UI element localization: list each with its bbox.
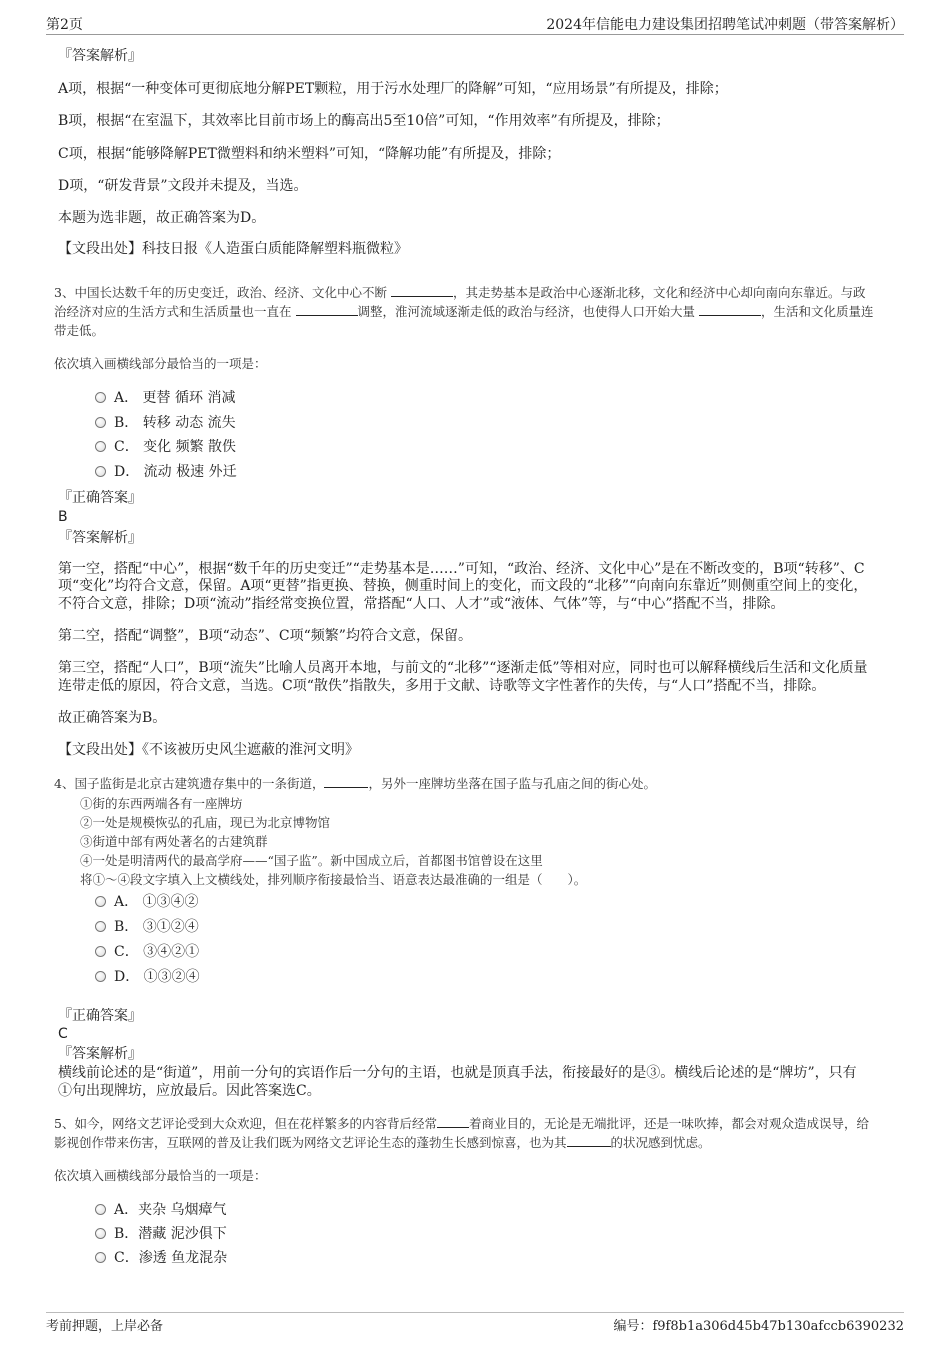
- question-3-line-2: 治经济对应的生活方式和生活质量也一直在 调整，淮河流域逐渐走低的政治与经济，也使得人口开始大量 ，生活和文化质量连: [54, 304, 874, 319]
- radio-icon[interactable]: [95, 921, 106, 932]
- radio-icon[interactable]: [95, 896, 106, 907]
- fill-blank: [296, 303, 358, 316]
- analysis-p3-line-2: 连带走低的原因，符合文意，当选。C项“散佚”指散失，多用于文献、诗歌等文字性著作的失传，与“人口”搭配不当，排除。: [58, 678, 826, 694]
- fill-blank: [391, 284, 453, 297]
- q4-item-3: ③街道中部有两处著名的古建筑群: [80, 834, 268, 849]
- correct-answer: B: [58, 509, 68, 525]
- q3-option-d[interactable]: D． 流动 极速 外迁: [95, 462, 237, 482]
- q3-option-b[interactable]: B． 转移 动态 流失: [95, 413, 236, 433]
- footer-slogan: 考前押题，上岸必备: [46, 1319, 164, 1334]
- question-5-prompt: 依次填入画横线部分最恰当的一项是：: [54, 1168, 267, 1183]
- q4-analysis-line-1: 横线前论述的是“街道”，用前一分句的宾语作后一分句的主语，也就是顶真手法，衔接最好的是③。横线后论述的是“牌坊”，只有: [58, 1065, 857, 1081]
- page-footer: [46, 1312, 904, 1334]
- source-citation: 【文段出处】科技日报《人造蛋白质能降解塑料瓶微粒》: [58, 241, 408, 257]
- q4-item-1: ①街的东西两端各有一座牌坊: [80, 796, 243, 811]
- radio-icon[interactable]: [95, 946, 106, 957]
- question-5-line-2: 影视创作带来伤害，互联网的普及让我们既为网络文艺评论生态的蓬勃生长感到惊喜，也为其 的状况感到忧虑。: [54, 1135, 711, 1150]
- analysis-d: D项，“研发背景”文段并未提及，当选。: [58, 178, 308, 194]
- fill-blank: [699, 303, 761, 316]
- q4-analysis-line-2: ①句出现牌坊，应放最后。因此答案选C。: [58, 1083, 321, 1099]
- analysis-conclusion: 故正确答案为B。: [58, 710, 167, 726]
- analysis-label: 『答案解析』: [58, 48, 142, 64]
- answer-label: 『正确答案』: [58, 1008, 142, 1024]
- document-title: 2024年信能电力建设集团招聘笔试冲刺题（带答案解析）: [546, 17, 904, 33]
- fill-blank: [567, 1134, 611, 1147]
- source-citation: 【文段出处】《不该被历史风尘遮蔽的淮河文明》: [58, 742, 359, 758]
- question-3-line-3: 带走低。: [54, 323, 105, 338]
- analysis-p1-line-3: 不符合文意，排除；D项“流动”指经常变换位置，常搭配“人口、人才”或“液体、气体”等，与“中心”搭配不当，排除。: [58, 596, 785, 612]
- analysis-p1-line-2: 项“变化”均符合文意，保留。A项“更替”指更换、替换，侧重时间上的变化，而文段的“北移”“向南向东靠近”则侧重空间上的变化，: [58, 578, 868, 594]
- q4-item-2: ②一处是规模恢弘的孔庙，现已为北京博物馆: [80, 815, 331, 830]
- radio-icon[interactable]: [95, 1228, 106, 1239]
- question-5-line-1: 5、如今，网络文艺评论受到大众欢迎，但在花样繁多的内容背后经常 着商业目的，无论是无端批评，还是一味吹捧，都会对观众造成误导，给: [54, 1116, 869, 1131]
- q3-option-c[interactable]: C． 变化 频繁 散佚: [95, 437, 236, 457]
- q5-option-b[interactable]: B．潜藏 泥沙俱下: [95, 1224, 227, 1244]
- page-header: [46, 12, 904, 35]
- radio-icon[interactable]: [95, 441, 106, 452]
- correct-answer: C: [58, 1026, 68, 1042]
- analysis-p3-line-1: 第三空，搭配“人口”，B项“流失”比喻人员离开本地，与前文的“北移”“逐渐走低”等相对应，同时也可以解释横线后生活和文化质量: [58, 660, 868, 676]
- radio-icon[interactable]: [95, 1252, 106, 1263]
- q4-option-c[interactable]: C． ③④②①: [95, 942, 199, 962]
- q5-option-a[interactable]: A．夹杂 乌烟瘴气: [95, 1200, 227, 1220]
- question-4-prompt: 将①～④段文字填入上文横线处，排列顺序衔接最恰当、语意表达最准确的一组是（ ）。: [80, 872, 587, 887]
- answer-label: 『正确答案』: [58, 490, 142, 506]
- analysis-p1-line-1: 第一空，搭配“中心”，根据“数千年的历史变迁”“走势基本是……”可知，“政治、经济、文化中心”是在不断改变的，B项“转移”、C: [58, 561, 865, 577]
- fill-blank: [324, 775, 368, 788]
- q4-option-b[interactable]: B． ③①②④: [95, 917, 199, 937]
- analysis-label: 『答案解析』: [58, 1046, 142, 1062]
- radio-icon[interactable]: [95, 392, 106, 403]
- radio-icon[interactable]: [95, 466, 106, 477]
- radio-icon[interactable]: [95, 1204, 106, 1215]
- question-4-stem: 4、国子监街是北京古建筑遗存集中的一条街道， ，另外一座牌坊坐落在国子监与孔庙之间的街心处。: [54, 776, 656, 791]
- question-3-prompt: 依次填入画横线部分最恰当的一项是：: [54, 356, 267, 371]
- q3-option-a[interactable]: A． 更替 循环 消减: [95, 388, 235, 408]
- q5-option-c[interactable]: C．渗透 鱼龙混杂: [95, 1248, 227, 1268]
- q4-option-d[interactable]: D． ①③②④: [95, 967, 200, 987]
- question-3-line-1: 3、中国长达数千年的历史变迁，政治、经济、文化中心不断 ，其走势基本是政治中心逐渐北移，文化和经济中心却向南向东靠近。与政: [54, 285, 866, 300]
- analysis-p2: 第二空，搭配“调整”，B项“动态”、C项“频繁”均符合文意，保留。: [58, 628, 472, 644]
- page-number: 第2页: [46, 17, 83, 33]
- q4-item-4: ④一处是明清两代的最高学府——“国子监”。新中国成立后，首都图书馆曾设在这里: [80, 853, 543, 868]
- analysis-conclusion: 本题为选非题，故正确答案为D。: [58, 210, 266, 226]
- fill-blank: [437, 1115, 469, 1128]
- analysis-c: C项，根据“能够降解PET微塑料和纳米塑料”可知，“降解功能”有所提及，排除；: [58, 146, 561, 162]
- analysis-b: B项，根据“在室温下，其效率比目前市场上的酶高出5至10倍”可知，“作用效率”有所提及，排除；: [58, 113, 670, 129]
- analysis-a: A项，根据“一种变体可更彻底地分解PET颗粒，用于污水处理厂的降解”可知，“应用场景”有所提及，排除；: [58, 81, 728, 97]
- radio-icon[interactable]: [95, 417, 106, 428]
- radio-icon[interactable]: [95, 971, 106, 982]
- analysis-label: 『答案解析』: [58, 530, 142, 546]
- document-id: 编号：f9f8b1a306d45b47b130afccb6390232: [613, 1319, 904, 1334]
- q4-option-a[interactable]: A． ①③④②: [95, 892, 199, 912]
